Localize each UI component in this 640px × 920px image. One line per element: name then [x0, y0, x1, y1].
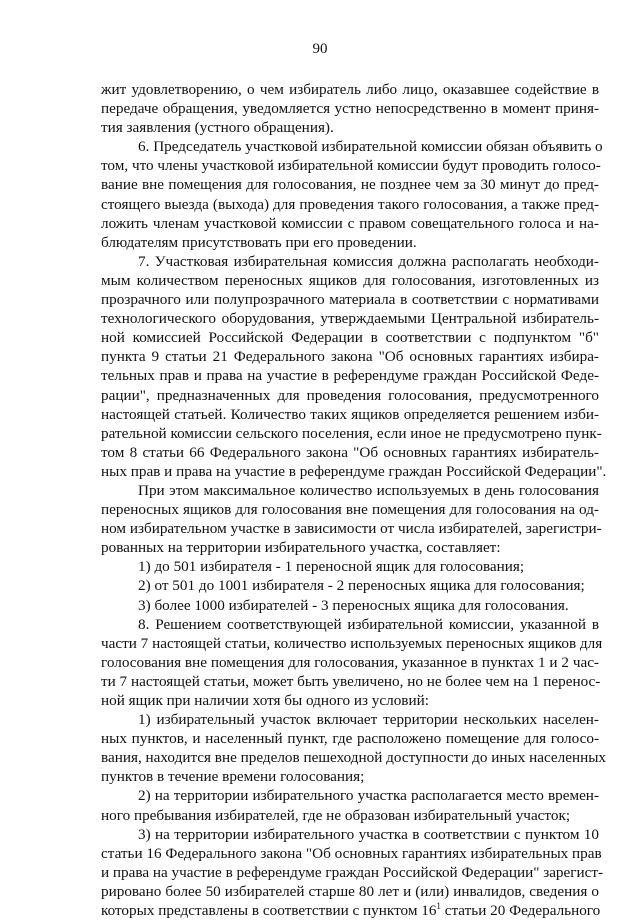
paragraph-text: рательной комиссии сельского поселения, если иное не предусмотрено пунк- — [101, 424, 602, 442]
text-line — [0, 882, 640, 901]
paragraph-text: ных прав и права на участие в референдуме граждан Российской Федерации". — [101, 462, 607, 480]
paragraph-text: 8. Решением соответствующей избирательной комиссии, указанной в — [138, 615, 599, 633]
paragraph-text: том 8 статьи 66 Федерального закона "Об основных гарантиях избиратель- — [101, 443, 599, 461]
text-line — [0, 863, 640, 882]
paragraph-text: ти 7 настоящей статьи, может быть увеличено, но не более чем на 1 перенос- — [101, 672, 601, 690]
text-line — [0, 252, 640, 271]
text-line — [0, 672, 640, 691]
paragraph-text: том, что члены участковой избирательной комиссии будут проводить голосо- — [101, 157, 601, 175]
paragraph-text: пунктов в течение времени голосования; — [101, 768, 365, 786]
text-line — [0, 806, 640, 825]
paragraph-text: вания, находится вне пределов пешеходной доступности до иных населенных — [101, 749, 607, 767]
paragraph-text: ной ящик при наличии хотя бы одного из условий: — [101, 692, 429, 709]
text-line — [0, 538, 640, 557]
paragraph-text: блюдателям присутствовать при его проведении. — [101, 233, 417, 251]
text-line — [0, 233, 640, 252]
text-line — [0, 271, 640, 290]
text-line — [0, 519, 640, 538]
paragraph-text: мым количеством переносных ящиков для голосования, изготовленных из — [101, 271, 599, 289]
text-line — [0, 80, 640, 99]
paragraph-text — [101, 901, 599, 920]
text-line — [0, 405, 640, 424]
text-line — [0, 481, 640, 500]
paragraph-text: части 7 настоящей статьи, количество используемых переносных ящиков для — [101, 634, 603, 652]
paragraph-text: статьи 16 Федерального закона "Об основных гарантиях избирательных прав — [101, 844, 602, 862]
text-line — [0, 634, 640, 653]
text-line — [0, 786, 640, 805]
paragraph-text: При этом максимальное количество используемых в день голосования — [138, 481, 599, 499]
paragraph-text: голосования вне помещения для голосования, указанное в пунктах 1 и 2 час- — [101, 653, 599, 671]
text-line — [0, 386, 640, 405]
paragraph-text: жит удовлетворению, о чем избиратель либо лицо, оказавшее содействие в — [101, 81, 599, 98]
page-number: 90 — [312, 41, 328, 57]
text-line — [0, 195, 640, 214]
text-line — [0, 424, 640, 443]
text-line — [0, 309, 640, 328]
paragraph-text: 7. Участковая избирательная комиссия должна располагать необходи- — [138, 252, 599, 270]
paragraph-text: настоящей статьей. Количество таких ящиков определяется решением изби- — [101, 405, 599, 423]
paragraph-text: ных пунктов, и населенный пункт, где расположено помещение для голосо- — [101, 730, 599, 748]
paragraph-text: переносных ящиков для голосования вне помещения для голосования на од- — [101, 501, 599, 519]
paragraph-text: ного пребывания избирателей, где не образован избирательный участок; — [101, 806, 571, 824]
text-fragment: статьи 20 Федерального — [440, 902, 601, 920]
paragraph-text: стоящего выезда (выхода) для проведения такого голосования, а также пред- — [101, 195, 599, 213]
text-line — [0, 290, 640, 309]
paragraph-text: тия заявления (устного обращения). — [101, 119, 334, 137]
paragraph-text: ложить членам участковой комиссии с правом совещательного голоса и на- — [101, 214, 599, 232]
text-line — [0, 596, 640, 615]
text-line — [0, 347, 640, 366]
paragraph-text: 1) избирательный участок включает территории нескольких населен- — [138, 711, 599, 729]
paragraph-text: передаче обращения, уведомляется устно непосредственно в момент приня- — [101, 100, 599, 118]
paragraph-text: прозрачного или полупрозрачного материала в соответствии с нормативами — [101, 291, 599, 309]
paragraph-text: 3) более 1000 избирателей - 3 переносных ящика для голосования. — [138, 596, 569, 614]
paragraph-text: 1) до 501 избирателя - 1 переносной ящик для голосования; — [138, 558, 525, 576]
text-line — [0, 710, 640, 729]
text-line — [0, 137, 640, 156]
text-line — [0, 844, 640, 863]
text-line — [0, 557, 640, 576]
paragraph-text: тельных прав и права на участие в референдуме граждан Российской Феде- — [101, 367, 599, 385]
text-line — [0, 443, 640, 462]
text-line — [0, 99, 640, 118]
text-line — [0, 118, 640, 137]
paragraph-text: 2) от 501 до 1001 избирателя - 2 переносных ящика для голосования; — [138, 577, 585, 595]
paragraph-text: и права на участие в референдуме граждан Российской Федерации" зарегист- — [101, 863, 604, 881]
text-line — [0, 691, 640, 710]
paragraph-text: 2) на территории избирательного участка располагается место времен- — [138, 787, 599, 805]
text-line — [0, 576, 640, 595]
paragraph-text: ной комиссией Российской Федерации в соответствии с подпунктом "б" — [101, 329, 599, 347]
paragraph-text: вание вне помещения для голосования, не позднее чем за 30 минут до пред- — [101, 176, 599, 194]
text-line — [0, 653, 640, 672]
text-line — [0, 729, 640, 748]
text-line — [0, 175, 640, 194]
paragraph-text: 6. Председатель участковой избирательной комиссии обязан объявить о — [138, 138, 603, 156]
paragraph-text: ном избирательном участке в зависимости от числа избирателей, зарегистри- — [101, 520, 602, 538]
superscript: 1 — [436, 901, 441, 912]
document-body — [0, 80, 640, 920]
text-fragment: которых представлены в соответствии с пунктом 16 — [101, 902, 437, 920]
text-line — [0, 767, 640, 786]
paragraph-text: рации", предназначенных для проведения голосования, предусмотренного — [101, 386, 599, 404]
text-line — [0, 615, 640, 634]
paragraph-text: 3) на территории избирательного участка в соответствии с пунктом 10 — [138, 825, 599, 843]
text-line — [0, 214, 640, 233]
text-line — [0, 328, 640, 347]
paragraph-text: пункта 9 статьи 21 Федерального закона "Об основных гарантиях избира- — [101, 348, 599, 366]
paragraph-text: рованных на территории избирательного участка, составляет: — [101, 539, 501, 557]
paragraph-text: рировано более 50 избирателей старше 80 лет и (или) инвалидов, сведения о — [101, 882, 599, 900]
paragraph-text: технологического оборудования, утверждаемыми Центральной избиратель- — [101, 310, 599, 328]
text-line — [0, 366, 640, 385]
text-line — [0, 462, 640, 481]
text-line — [0, 825, 640, 844]
text-line — [0, 901, 640, 920]
text-line — [0, 156, 640, 175]
text-line — [0, 748, 640, 767]
text-line — [0, 500, 640, 519]
